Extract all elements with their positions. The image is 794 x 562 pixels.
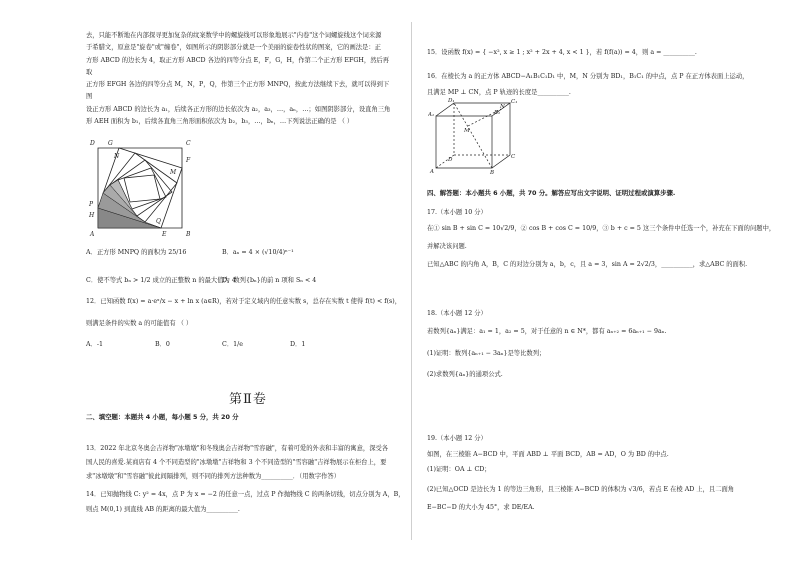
q14-line-2: 则点 M(0,1) 到直线 AB 的距离的最大值为__________.	[86, 506, 240, 513]
q19-line-4: E−BC−D 的大小为 45°，求 DE/EA.	[427, 504, 535, 511]
q11-option-d: D．数列{bₙ}的前 n 项和 Sₙ < 4	[222, 277, 317, 284]
q11-line-1: 去，只能不断地在内部探寻更加复杂的纹案数学中的螺旋线可以形象地展示"内卷"这个词螺旋线这个词来源	[86, 32, 382, 39]
section-fill-in-title: 二、填空题：本题共 4 小题，每小题 5 分，共 20 分	[86, 413, 239, 421]
q17-line-2: 并解决该问题.	[427, 243, 467, 250]
column-divider	[411, 22, 412, 540]
q18-line-2: (1)证明：数列{aₙ₊₁ − 3aₙ}是等比数列；	[427, 350, 546, 357]
q19-line-1: 如图，在三棱锥 A−BCD 中，平面 ABD ⊥ 平面 BCD，AB = AD，O 为 BD 的中点.	[427, 451, 669, 458]
cube-label-C: C	[511, 154, 516, 160]
fig-label-N: N	[114, 153, 120, 160]
q11-option-c: C．使不等式 bₙ > 1/2 成立的正整数 n 的最大值为 4	[86, 277, 236, 284]
section-answer-title: 四、解答题：本小题共 6 小题，共 70 分。解答应写出文字说明、证明过程或演算步骤.	[427, 189, 676, 197]
fig-label-Q: Q	[156, 218, 161, 225]
square-6	[124, 175, 160, 202]
cube-diagonal-BD1	[454, 103, 492, 168]
q17-heading: 17.（本小题 10 分）	[427, 209, 487, 216]
q11-line-2: 于希腊文，原意是"旋卷"或"缠卷"，如图所示的阴影部分就是一个美丽的旋卷性状的图案，它的画法是：正	[86, 44, 381, 52]
q11-option-a: A．正方形 MNPQ 的面积为 25/16	[86, 249, 187, 256]
q12-option-a: A．-1	[86, 341, 103, 348]
q13-line-3: 求"冰墩墩"和"雪容融"彼此间隔排列，则不同的排列方法种数为__________．（用数字作答）	[86, 473, 341, 480]
fig-label-D: D	[90, 140, 95, 147]
q11-line-3: 方形 ABCD 的边长为 4，取正方形 ABCD 各边的四等分点 E，F，G，H，作第二个正方形 EFGH，然后再取	[86, 56, 390, 76]
q18-heading: 18.（本小题 12 分）	[427, 310, 487, 317]
q11-line-5: 设正方形 ABCD 的边长为 a₁，后续各正方形的边长依次为 a₂，a₃，…，aₙ，…；如图阴影部分，设直角三角	[86, 105, 391, 113]
q19-line-3: (2)已知△OCD 是边长为 1 的等边三角形，且三棱锥 A−BCD 的体积为 √3/6，若点 E 在棱 AD 上，且二面角	[427, 486, 735, 493]
cube-label-A: A	[430, 169, 434, 174]
fig-label-E: E	[162, 231, 167, 238]
q19-line-2: (1)证明：OA ⊥ CD；	[427, 466, 491, 473]
cube-label-C1: C₁	[511, 99, 518, 105]
cube-label-A1: A₁	[428, 112, 435, 118]
q16-line-1: 16．在棱长为 a 的正方体 ABCD−A₁B₁C₁D₁ 中，M，N 分别为 BD₁，B₁C₁ 的中点，点 P 在正方体表面上运动，	[427, 73, 749, 80]
cube-label-D: D	[448, 157, 453, 163]
q11-line-4: 正方形 EFGH 各边的四等分点 M，N，P，Q，作第三个正方形 MNPQ，按此方法继续下去，就可以得到下图	[86, 81, 390, 101]
q14-line-1: 14．已知抛物线 C: y² = 4x，点 P 为 x = −2 的任意一点，过点 P 作抛物线 C 的两条切线，切点分别为 A，B，	[86, 491, 405, 498]
left-column	[86, 30, 394, 128]
fig-label-M: M	[170, 169, 177, 176]
part-two-title: 第Ⅱ卷	[229, 392, 267, 407]
spiral-square-figure	[88, 138, 200, 238]
q13-line-2: 国人民的喜爱.某商店有 4 个不同造型的"冰墩墩"吉祥物和 3 个不同造型的"雪容融"吉祥物展示在柜台上，要	[86, 459, 387, 466]
cube-label-B: B	[490, 170, 495, 174]
fig-label-A: A	[90, 231, 95, 238]
fig-label-F: F	[186, 157, 191, 164]
q18-line-3: (2)求数列{aₙ}的通项公式.	[427, 371, 503, 378]
q18-line-1: 若数列{aₙ}满足：a₁ = 1，a₂ = 5，对于任意的 n ∈ N*，都有 aₙ₊₂ = 6aₙ₊₁ − 9aₙ.	[427, 328, 667, 335]
q19-heading: 19.（本小题 12 分）	[427, 435, 487, 442]
q12-text-2: 则满足条件的实数 a 的可能值有 （ ）	[86, 320, 193, 327]
cube-label-B1: B₁	[494, 110, 501, 116]
fig-label-B: B	[186, 231, 191, 238]
cube-label-N: N	[500, 104, 505, 110]
fig-label-G: G	[108, 140, 113, 147]
q11-option-b: B．aₙ = 4 × (√10/4)ⁿ⁻¹	[222, 249, 294, 256]
q15-text: 15．设函数 f(x) = { −x², x ≥ 1 ; x² + 2x + 4, x < 1 }，若 f(f(a)) = 4，则 a = __________.	[427, 49, 697, 56]
q17-line-3: 已知△ABC 的内角 A，B，C 的对边分别为 a，b，c，且 a = 3，sin A = 2√2/3，__________，求△ABC 的面积.	[427, 261, 748, 268]
q16-line-2: 且满足 MP ⊥ CN，点 P 轨迹的长度是__________.	[427, 89, 571, 96]
q11-line-6: 形 AEH 面积为 b₁，后续各直角三角形面积依次为 b₂，b₃，…，bₙ，…下列说法正确的是 （ ）	[86, 118, 354, 126]
q17-line-1: 在① sin B + sin C = 10√2/9，② cos B + cos C = 10/9，③ b + c = 5 这三个条件中任选一个，补充在下面的问题中，	[427, 225, 776, 232]
q12-text: 12．已知函数 f(x) = a·eˣ/x − x + ln x (a∈R)，若对于定义域内的任意实数 s，总存在实数 t 使得 f(t) < f(s)，	[86, 298, 402, 305]
fig-label-P: P	[89, 201, 94, 208]
cube-front-face	[436, 116, 492, 168]
q13-line-1: 13．2022 年北京冬奥会吉祥物"冰墩墩"和冬残奥会吉祥物"雪容融"，有着可爱的外表和丰富的寓意，深受各	[86, 445, 389, 452]
cube-label-D1: D₁	[448, 98, 455, 104]
fig-label-H: H	[89, 212, 95, 219]
q12-option-c: C．1/e	[222, 341, 243, 348]
fig-label-C: C	[186, 140, 191, 147]
cube-figure	[428, 98, 518, 174]
q12-option-d: D．1	[290, 341, 306, 348]
cube-label-M: M	[464, 128, 470, 134]
q12-option-b: B．0	[155, 341, 170, 348]
